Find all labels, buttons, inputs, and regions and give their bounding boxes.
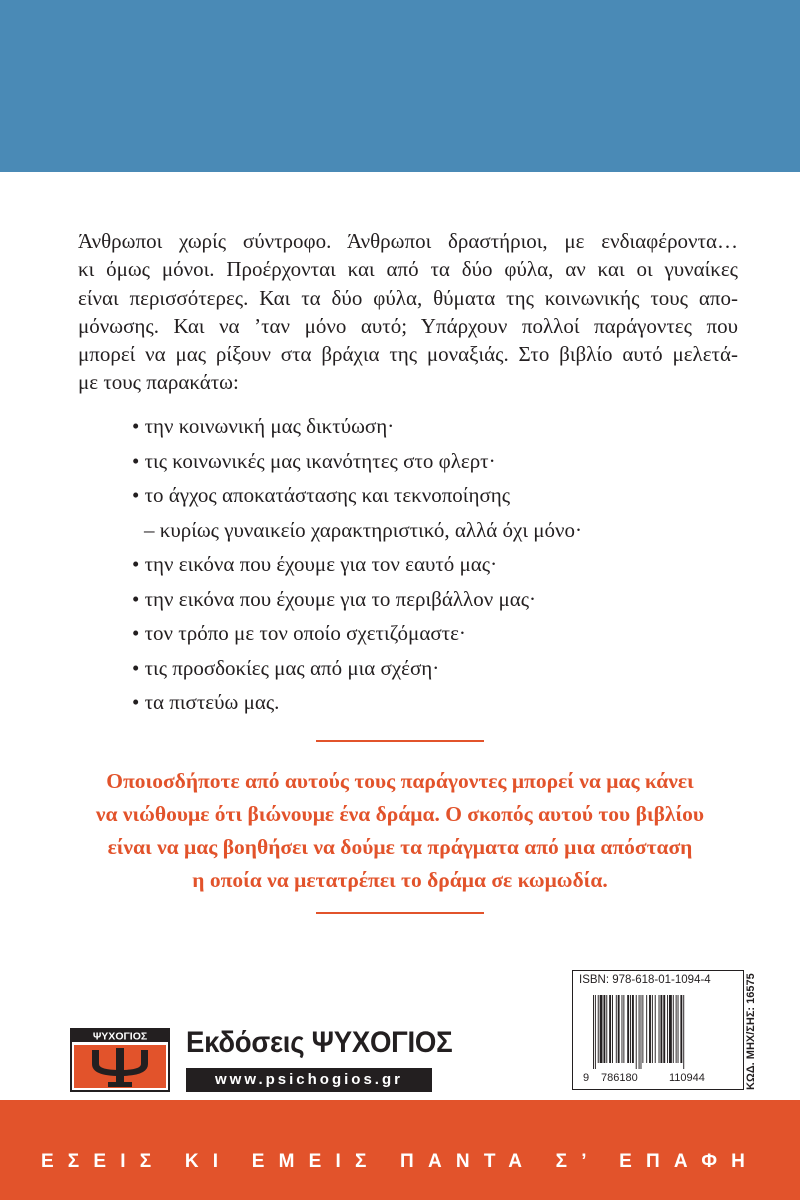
publisher-name: Εκδόσεις ΨΥΧΟΓΙΟΣ — [186, 1026, 453, 1059]
barcode-box — [572, 970, 744, 1090]
divider-top — [316, 740, 484, 742]
promo-line: να νιώθουμε ότι βιώνουμε ένα δράμα. Ο σκοπός αυτού του βιβλίου — [95, 802, 705, 826]
barcode-bar — [622, 995, 623, 1063]
barcode-bar — [612, 995, 613, 1063]
barcode-bar — [669, 995, 672, 1063]
barcode-bar — [606, 995, 607, 1063]
promo-line: Οποιοσδήποτε από αυτούς τους παράγοντες μπορεί να μας κάνει — [106, 769, 694, 793]
barcode-bar — [649, 995, 651, 1063]
factor-item: • τις προσδοκίες μας από μια σχέση· — [132, 655, 440, 680]
barcode-bar — [667, 995, 668, 1063]
factor-item-continuation: – κυρίως γυναικείο χαρακτηριστικό, αλλά όχι μόνο· — [144, 517, 582, 542]
barcode-bar — [642, 995, 643, 1063]
barcode-bar — [639, 995, 640, 1069]
divider-bottom — [316, 912, 484, 914]
logo-wordmark: ΨΥΧΟΓΙΟΣ — [92, 1030, 148, 1043]
barcode-bar — [683, 995, 684, 1069]
promo-line: είναι να μας βοηθήσει να δούμε τα πράγματα από μια απόσταση — [107, 835, 693, 859]
barcode-bar — [636, 995, 637, 1069]
barcode-bar — [627, 995, 629, 1063]
barcode-bar — [598, 995, 599, 1063]
promo-text — [90, 765, 710, 897]
blurb-line: είναι περισσότερες. Και τα δύο φύλα, θύματα της κοινωνικής τους απο- — [78, 285, 738, 310]
barcode-bar — [678, 995, 679, 1063]
promo-line: η οποία να μετατρέπει το δράμα σε κωμωδία. — [192, 868, 608, 892]
factor-item: • τα πιστεύω μας. — [132, 690, 280, 714]
top-color-band — [0, 0, 800, 172]
factor-item: • τον τρόπο με τον οποίο σχετιζόμαστε· — [132, 621, 466, 645]
blurb-line: κι όμως μόνοι. Προέρχονται και από τα δύο φύλα, αν και οι γυναίκες — [78, 257, 738, 282]
barcode-digit-first: 9 — [583, 1072, 590, 1084]
barcode-bar — [663, 995, 665, 1063]
barcode-bar — [609, 995, 611, 1063]
barcode-bar — [630, 995, 631, 1063]
blurb-line: με τους παρακάτω: — [78, 370, 239, 395]
barcode-bar — [593, 995, 594, 1069]
slogan: ΕΣΕΙΣ ΚΙ ΕΜΕΙΣ ΠΑΝΤΑ Σ’ ΕΠΑΦΗ — [40, 1151, 760, 1172]
barcode-bar — [603, 995, 605, 1063]
barcode-bar — [680, 995, 682, 1063]
factor-item: • την κοινωνική μας δικτύωση· — [132, 414, 395, 438]
blurb-line: μόνωσης. Και να ’ταν μόνο αυτό; Υπάρχουν πολλοί παράγοντες που — [78, 313, 738, 338]
factors-list — [132, 412, 582, 723]
barcode-bar — [595, 995, 596, 1069]
barcode-bar — [652, 995, 653, 1063]
blurb-line: Άνθρωποι χωρίς σύντροφο. Άνθρωποι δραστήριοι, με ενδιαφέροντα… — [78, 229, 738, 253]
barcode-graphic — [581, 993, 735, 1085]
factor-item: • την εικόνα που έχουμε για τον εαυτό μας· — [132, 552, 498, 576]
barcode-bar — [655, 995, 656, 1063]
barcode-bar — [641, 995, 642, 1069]
publisher-logo-icon — [70, 1028, 170, 1092]
barcode-bar — [659, 995, 660, 1063]
barcode-bar — [600, 995, 603, 1063]
barcode-bar — [660, 995, 662, 1063]
barcode-digits-left: 786180 — [601, 1072, 638, 1084]
barcode-bar — [618, 995, 620, 1063]
isbn-label: ISBN: 978-618-01-1094-4 — [579, 974, 711, 986]
barcode-bar — [623, 995, 624, 1063]
barcode-bar — [676, 995, 677, 1063]
publisher-url: www.psichogios.gr — [186, 1068, 432, 1092]
product-code-label: ΚΩΔ. ΜΗΧ/ΣΗΣ: 16575 — [745, 973, 757, 1090]
barcode-bar — [673, 995, 674, 1063]
barcode-digits-right: 110944 — [669, 1072, 705, 1084]
factor-item: • το άγχος αποκατάστασης και τεκνοποίησης — [132, 483, 511, 507]
factor-item: • τις κοινωνικές μας ικανότητες στο φλερτ· — [132, 448, 496, 473]
barcode-bar — [616, 995, 617, 1063]
back-cover-blurb — [78, 227, 738, 397]
barcode-bar — [646, 995, 647, 1063]
blurb-line: μπορεί να μας ρίξουν στα βράχια της μοναξιάς. Στο βιβλίο αυτό μελετά- — [78, 342, 738, 367]
factor-item: • την εικόνα που έχουμε για το περιβάλλον μας· — [132, 586, 537, 611]
barcode-bar — [632, 995, 634, 1063]
